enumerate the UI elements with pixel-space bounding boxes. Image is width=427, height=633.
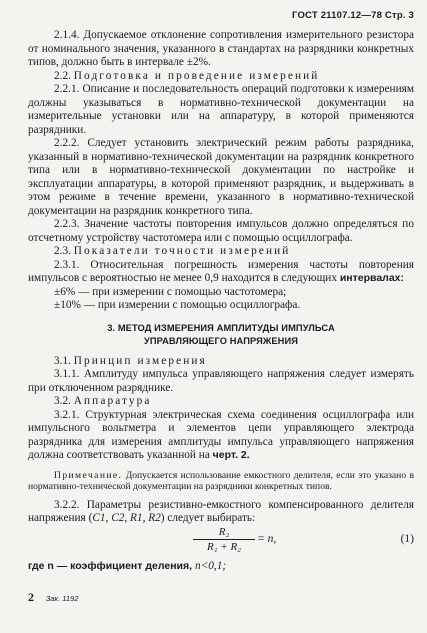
heading-3-2-number: 3.2. bbox=[54, 395, 71, 407]
where-line-text: где n — коэффициент деления, bbox=[28, 559, 195, 572]
heading-2-2-number: 2.2. bbox=[54, 69, 71, 82]
section-3-title-line-1: 3. МЕТОД ИЗМЕРЕНИЯ АМПЛИТУДЫ ИМПУЛЬСА bbox=[107, 322, 335, 333]
paragraph-2-3-1 bbox=[28, 259, 414, 286]
formula-numerator: R₂ bbox=[193, 526, 255, 540]
paragraph-2-2-3: 2.2.3. Значение частоты повторения импульсов должно определяться по отсчетному устройству частотомера или с помощью осциллографа. bbox=[28, 218, 414, 244]
heading-3-1-number: 3.1. bbox=[54, 354, 71, 367]
paragraph-2-1-4: 2.1.4. Допускаемое отклонение сопротивления измерительного резистора от номинального значения, указанного в стандартах на разрядники конкретных типов, должно быть в интервале ±2%. bbox=[28, 29, 414, 68]
paragraph-3-2-1-figure-ref: черт. 2. bbox=[212, 449, 250, 461]
page-footer bbox=[28, 590, 78, 605]
page-number: 2 bbox=[28, 590, 34, 604]
heading-3-2 bbox=[28, 395, 414, 409]
paragraph-2-2-1: 2.2.1. Описание и последовательность операций подготовки к измерениям должны указываться в нормативно-технической документации на измерительные установки или на аппаратуру, в которой применяются разрядники. bbox=[28, 83, 414, 136]
order-number: Зак. 1192 bbox=[45, 594, 79, 603]
paragraph-3-2-2-text-a: 3.2.2. Параметры резистивно-емкостного компенсированного делителя напряжения ( bbox=[28, 498, 414, 524]
paragraph-2-2-2: 2.2.2. Следует установить электрический режим работы разрядника, указанный в нормативно-технической документации на разрядник конкретного типа или в нормативно-технической документации по настройке и эксплуатации аппаратуры, в которой применяют разрядник, и выдерживать в этом режиме в течение времени, указанного в нормативно-технической документации на разрядник конкретного типа. bbox=[28, 137, 414, 217]
heading-2-3 bbox=[28, 245, 414, 259]
paragraph-3-2-2-variables: C1, C2, R1, R2 bbox=[92, 512, 161, 524]
heading-3-1-title: Принцип измерения bbox=[73, 354, 207, 367]
paragraph-2-3-1-intervals: интервалах: bbox=[339, 272, 405, 284]
heading-2-2-title: Подготовка и проведение измерений bbox=[73, 69, 320, 82]
paragraph-3-2-2-text-b: ) следует выбирать: bbox=[160, 512, 256, 524]
paragraph-3-2-1 bbox=[28, 409, 414, 463]
page-content bbox=[28, 29, 414, 573]
interval-oscilloscope: ±10% — при измерении с помощью осциллографа. bbox=[54, 299, 301, 311]
heading-3-2-title: Аппаратура bbox=[73, 395, 152, 407]
note-text: Допускается использование емкостного делителя, если это указано в нормативно-технической документации на разрядники конкретных типов. bbox=[28, 469, 414, 492]
heading-2-3-title: Показатели точности измерений bbox=[73, 245, 291, 257]
paragraph-3-2-2 bbox=[28, 499, 414, 526]
formula-rhs: = n, bbox=[257, 532, 277, 545]
section-3-title-line-2: УПРАВЛЯЮЩЕГО НАПРЯЖЕНИЯ bbox=[143, 335, 299, 346]
paragraph-3-1-1: 3.1.1. Амплитуду импульса управляющего напряжения следует измерять при отключенном разряднике. bbox=[28, 368, 414, 394]
heading-2-2 bbox=[28, 70, 414, 84]
heading-3-1 bbox=[28, 355, 414, 369]
note-label: Примечание. bbox=[54, 469, 123, 481]
paragraph-3-2-1-text: 3.2.1. Структурная электрическая схема соединения осциллографа или импульсного вольтметра и элементов цепи управляющего электрода разрядника для измерения амплитуды импульса управляющего напряжения должна соответствовать указанной на bbox=[28, 408, 414, 461]
note bbox=[28, 470, 414, 493]
formula-1 bbox=[28, 526, 414, 559]
paragraph-2-3-1-text: 2.3.1. Относительная погрешность измерения частоты повторения импульсов с вероятностью не менее 0,9 находится в следующих bbox=[28, 258, 414, 284]
formula-number: (1) bbox=[400, 532, 414, 545]
where-line bbox=[28, 559, 414, 573]
interval-frequency-meter: ±6% — при измерении с помощью частотомера; bbox=[54, 285, 287, 298]
where-line-condition: n<0,1; bbox=[194, 559, 227, 572]
heading-2-3-number: 2.3. bbox=[54, 245, 71, 257]
formula-denominator: R₁ + R₂ bbox=[206, 540, 241, 553]
formula-fraction bbox=[193, 526, 255, 554]
page-header: ГОСТ 21107.12—78 Стр. 3 bbox=[291, 10, 414, 21]
section-3-title bbox=[28, 322, 414, 348]
